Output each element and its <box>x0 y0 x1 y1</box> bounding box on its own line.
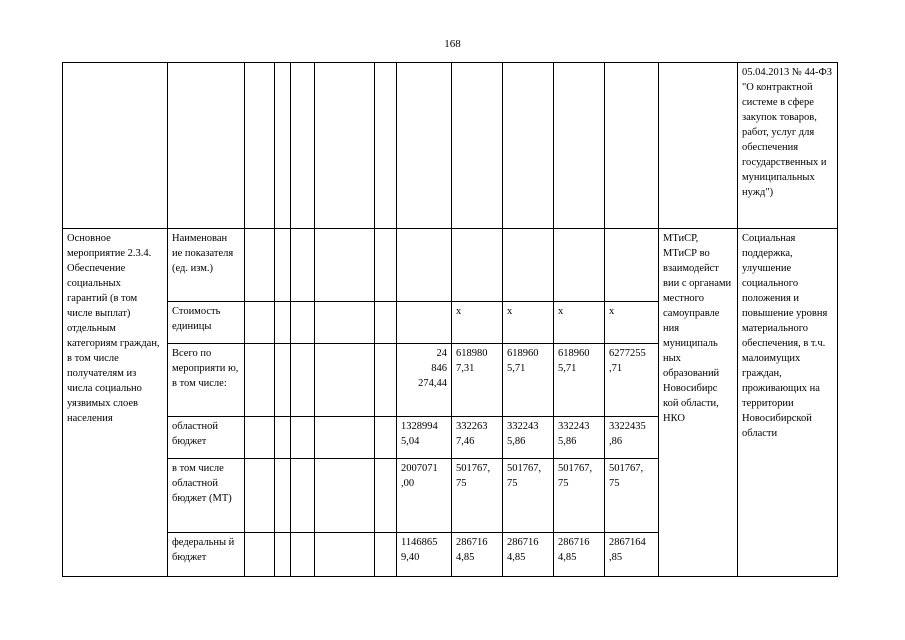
total-cell: 24 846 274,44 <box>397 344 452 417</box>
table-row: областной бюджет 1328994 5,04 332263 7,46 332243 5,86 332243 5,86 3322435 ,86 <box>63 417 838 459</box>
law-reference-cell: 05.04.2013 № 44-ФЗ "О контрактной системе в сфере закупок товаров, работ, услуг для обеспечения государственных и муниципальных нужд") <box>738 63 838 229</box>
table-row: Всего по мероприяти ю, в том числе: 24 846 274,44 618980 7,31 618960 5,71 618960 5,71 6277255 ,71 <box>63 344 838 417</box>
table-row: Стоимость единицы х х х х <box>63 302 838 344</box>
row-label: федеральны й бюджет <box>168 533 245 577</box>
result-cell: Социальная поддержка, улучшение социального положения и повышение уровня материального обеспечения, в т.ч. малоимущих граждан, проживающих на территории Новосибирской области <box>738 229 838 577</box>
program-table <box>62 62 838 577</box>
page-number: 168 <box>444 38 461 50</box>
activity-name-cell: Основное мероприятие 2.3.4. Обеспечение социальных гарантий (в том числе выплат) отдельным категориям граждан, в том числе получателям из числа социально уязвимых слоев населения <box>63 229 168 577</box>
table-row: в том числе областной бюджет (МТ) 2007071 ,00 501767, 75 501767, 75 501767, 75 501767, 75 <box>63 459 838 533</box>
row-label: Стоимость единицы <box>168 302 245 344</box>
row-label: областной бюджет <box>168 417 245 459</box>
executors-cell: МТиСР, МТиСР во взаимодейст вии с органами местного самоуправле ния муниципаль ных образований Новосибирс кой области, НКО <box>659 229 738 577</box>
table-row <box>63 229 838 302</box>
row-label: Наименован ие показателя (ед. изм.) <box>168 229 245 302</box>
continuation-row <box>63 63 838 229</box>
table-row: федеральны й бюджет 1146865 9,40 286716 4,85 286716 4,85 286716 4,85 2867164 ,85 <box>63 533 838 577</box>
row-label: Всего по мероприяти ю, в том числе: <box>168 344 245 417</box>
row-label: в том числе областной бюджет (МТ) <box>168 459 245 533</box>
